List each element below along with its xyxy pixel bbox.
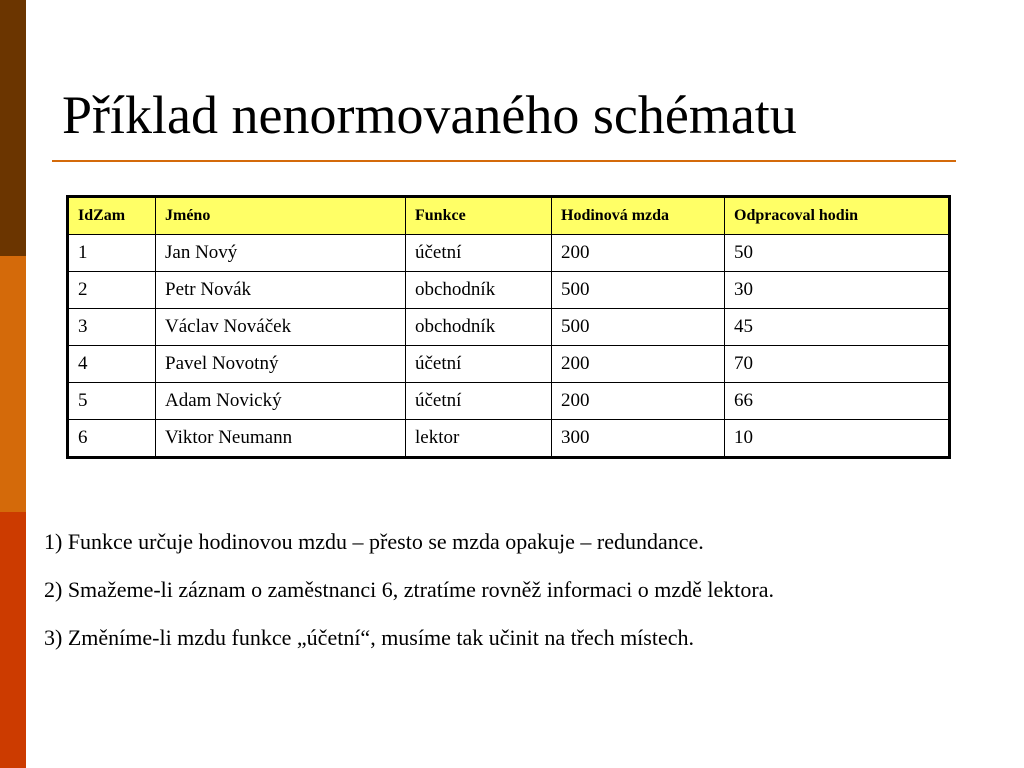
cell-hodinova-mzda: 500 xyxy=(552,272,725,309)
cell-hodinova-mzda: 500 xyxy=(552,309,725,346)
cell-odpracoval-hodin: 45 xyxy=(725,309,950,346)
notes-list xyxy=(44,524,774,668)
note-item: 3) Změníme-li mzdu funkce „účetní“, musíme tak učinit na třech místech. xyxy=(44,625,694,650)
cell-odpracoval-hodin: 66 xyxy=(725,383,950,420)
cell-jmeno: Jan Nový xyxy=(156,235,406,272)
note-item: 1) Funkce určuje hodinovou mzdu – přesto se mzda opakuje – redundance. xyxy=(44,529,704,554)
table-row xyxy=(68,420,950,458)
cell-funkce: účetní xyxy=(406,346,552,383)
cell-hodinova-mzda: 300 xyxy=(552,420,725,458)
table-row xyxy=(68,309,950,346)
cell-jmeno: Viktor Neumann xyxy=(156,420,406,458)
cell-hodinova-mzda: 200 xyxy=(552,346,725,383)
cell-funkce: účetní xyxy=(406,383,552,420)
slide-title: Příklad nenormovaného schématu xyxy=(62,85,797,145)
column-header-idzam: IdZam xyxy=(68,197,156,235)
cell-hodinova-mzda: 200 xyxy=(552,383,725,420)
side-bar-bottom xyxy=(0,512,26,768)
cell-idzam: 4 xyxy=(68,346,156,383)
side-bar-middle xyxy=(0,256,26,512)
employee-table xyxy=(66,195,951,459)
cell-funkce: obchodník xyxy=(406,272,552,309)
column-header-jmeno: Jméno xyxy=(156,197,406,235)
cell-idzam: 1 xyxy=(68,235,156,272)
cell-jmeno: Petr Novák xyxy=(156,272,406,309)
cell-idzam: 6 xyxy=(68,420,156,458)
table-row xyxy=(68,235,950,272)
column-header-hodinova-mzda: Hodinová mzda xyxy=(552,197,725,235)
cell-jmeno: Pavel Novotný xyxy=(156,346,406,383)
cell-idzam: 3 xyxy=(68,309,156,346)
side-bar-top xyxy=(0,0,26,256)
table-row xyxy=(68,272,950,309)
cell-funkce: lektor xyxy=(406,420,552,458)
cell-hodinova-mzda: 200 xyxy=(552,235,725,272)
table-row xyxy=(68,346,950,383)
note-item: 2) Smažeme-li záznam o zaměstnanci 6, ztratíme rovněž informaci o mzdě lektora. xyxy=(44,577,774,602)
column-header-funkce: Funkce xyxy=(406,197,552,235)
title-rule xyxy=(52,160,956,162)
table-header-row xyxy=(68,197,950,235)
cell-odpracoval-hodin: 30 xyxy=(725,272,950,309)
cell-odpracoval-hodin: 50 xyxy=(725,235,950,272)
column-header-odpracoval-hodin: Odpracoval hodin xyxy=(725,197,950,235)
table-row xyxy=(68,383,950,420)
cell-odpracoval-hodin: 10 xyxy=(725,420,950,458)
cell-funkce: obchodník xyxy=(406,309,552,346)
cell-jmeno: Václav Nováček xyxy=(156,309,406,346)
cell-idzam: 2 xyxy=(68,272,156,309)
cell-idzam: 5 xyxy=(68,383,156,420)
cell-odpracoval-hodin: 70 xyxy=(725,346,950,383)
cell-funkce: účetní xyxy=(406,235,552,272)
cell-jmeno: Adam Novický xyxy=(156,383,406,420)
